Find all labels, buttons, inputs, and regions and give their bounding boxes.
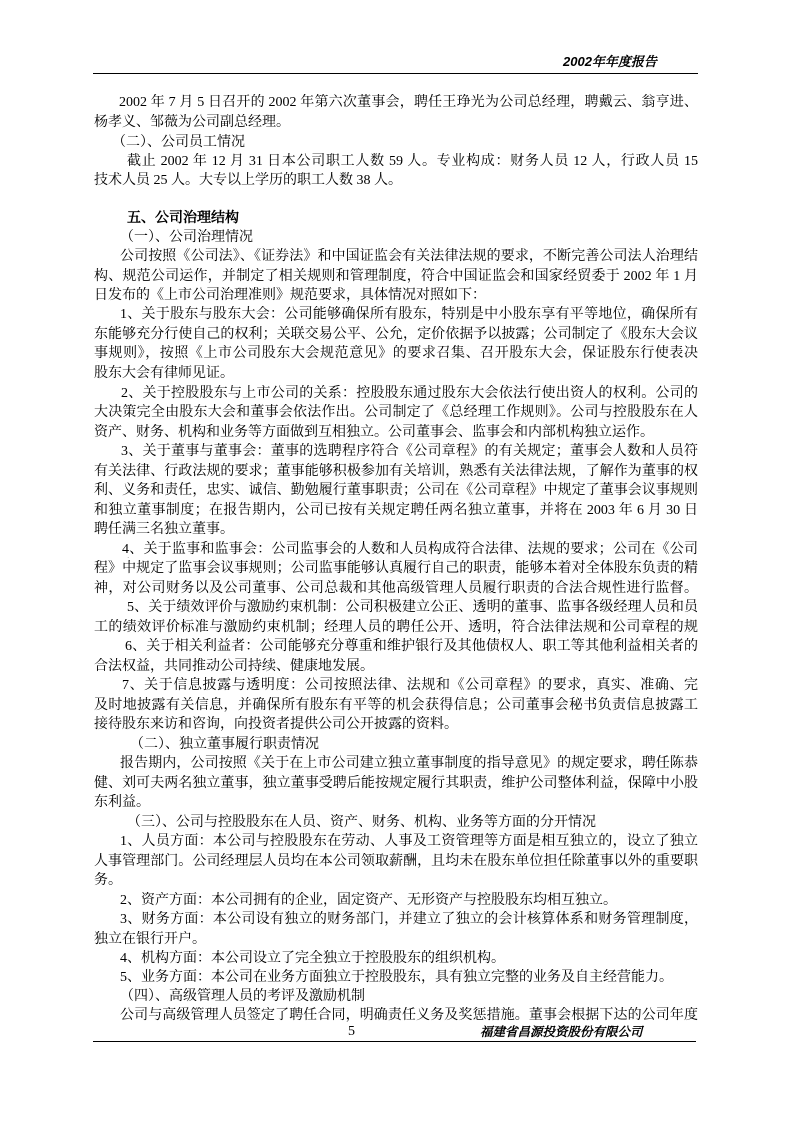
text-line: 3、财务方面：本公司设有独立的财务部门，并建立了独立的会计核算体系和财务管理制度，	[120, 912, 698, 927]
text-line: （二）、独立董事履行职责情况	[130, 737, 319, 752]
text-line: 东利益。	[94, 795, 150, 810]
text-line: （四）、高级管理人员的考评及激励机制	[120, 989, 365, 1004]
text-line: 程》中规定了监事会议事规则；公司监事能够认真履行自己的职责，能够本着对全体股东负责的精	[94, 561, 698, 576]
text-line: 1、人员方面：本公司与控股股东在劳动、人事及工资管理等方面是相互独立的，设立了独立	[120, 834, 698, 849]
text-line: 截止 2002 年 12 月 31 日本公司职工人数 59 人。专业构成：财务人员 12 人，行政人员 15	[127, 154, 698, 169]
text-line: （一）、公司治理情况	[120, 230, 253, 245]
text-line: 独立在银行开户。	[94, 932, 206, 947]
text-line: 东能够充分行使自己的权利；关联交易公平、公允，定价依据予以披露；公司制定了《股东大会议	[94, 327, 698, 342]
text-line: 神，对公司财务以及公司董事、公司总裁和其他高级管理人员履行职责的合法合规性进行监督。	[94, 581, 698, 596]
text-line: 股东大会有律师见证。	[94, 366, 234, 381]
text-line: 公司与高级管理人员签定了聘任合同，明确责任义务及奖惩措施。董事会根据下达的公司年度	[120, 1008, 698, 1023]
text-line: 聘任满三名独立董事。	[94, 522, 234, 537]
text-line: 构、规范公司运作，并制定了相关规则和管理制度，符合中国证监会和国家经贸委于 2002 年 1 月	[94, 269, 698, 284]
text-line: 技术人员 25 人。大专以上学历的职工人数 38 人。	[94, 173, 402, 188]
text-line: 杨孝义、邹薇为公司副总经理。	[94, 115, 290, 130]
text-line: 及时地披露有关信息，并确保所有股东有平等的机会获得信息；公司董事会秘书负责信息披露工	[94, 698, 698, 713]
text-line: 2、资产方面：本公司拥有的企业，固定资产、无形资产与控股股东均相互独立。	[120, 893, 617, 908]
text-line: 资产、财务、机构和业务等方面做到互相独立。公司董事会、监事会和内部机构独立运作。	[94, 425, 654, 440]
text-line: 7、关于信息披露与透明度：公司按照法律、法规和《公司章程》的要求，真实、准确、完	[122, 678, 698, 693]
text-line: 和独立董事制度；在报告期内，公司已按有关规定聘任两名独立董事，并将在 2003 年 6 月 30 日	[94, 503, 698, 518]
page-number: 5	[348, 1024, 355, 1039]
text-line: 接待股东来访和咨询，向投资者提供公司公开披露的资料。	[94, 717, 458, 732]
text-line: 大决策完全由股东大会和董事会依法作出。公司制定了《总经理工作规则》。公司与控股股东在人	[94, 405, 698, 420]
text-line: 人事管理部门。公司经理层人员均在本公司领取薪酬，且均未在股东单位担任除董事以外的重要职	[94, 854, 698, 869]
header-title: 2002年年度报告	[563, 54, 657, 69]
text-line: 2、关于控股股东与上市公司的关系：控股股东通过股东大会依法行使出资人的权利。公司的	[121, 386, 698, 401]
text-line: 4、关于监事和监事会：公司监事会的人数和人员构成符合法律、法规的要求；公司在《公司	[122, 542, 698, 557]
text-line: 1、关于股东与股东大会：公司能够确保所有股东，特别是中小股东享有平等地位，确保所有	[120, 307, 698, 322]
text-line: 公司按照《公司法》、《证券法》和中国证监会有关法律法规的要求，不断完善公司法人治理结	[120, 249, 698, 264]
text-line: 工的绩效评价标准与激励约束机制；经理人员的聘任公开、透明，符合法律法规和公司章程的规	[94, 620, 698, 635]
text-line: 报告期内，公司按照《关于在上市公司建立独立董事制度的指导意见》的规定要求，聘任陈恭	[120, 756, 698, 771]
text-line: 2002 年 7 月 5 日召开的 2002 年第六次董事会，聘任王琤光为公司总经理，聘戴云、翁亨进、	[119, 95, 698, 110]
text-line: （三）、公司与控股股东在人员、资产、财务、机构、业务等方面的分开情况	[127, 815, 596, 830]
text-line: （二）、公司员工情况	[112, 135, 245, 150]
text-line: 有关法律、行政法规的要求；董事能够积极参加有关培训，熟悉有关法律法规，了解作为董事的权	[94, 464, 698, 479]
text-line: 4、机构方面：本公司设立了完全独立于控股股东的组织机构。	[120, 951, 505, 966]
text-line: 日发布的《上市公司治理准则》规范要求，具体情况对照如下：	[94, 288, 486, 303]
footer-company-name: 福建省昌源投资股份有限公司	[480, 1025, 643, 1039]
footer-rule	[93, 1041, 696, 1042]
text-line: 5、关于绩效评价与激励约束机制：公司积极建立公正、透明的董事、监事各级经理人员和员	[127, 600, 698, 615]
text-line: 6、关于相关利益者：公司能够充分尊重和维护银行及其他债权人、职工等其他利益相关者的	[125, 639, 698, 654]
text-line: 事规则》，按照《上市公司股东大会规范意见》的要求召集、召开股东大会，保证股东行使表决	[94, 346, 698, 361]
header-rule	[93, 73, 698, 74]
text-line: 利、义务和责任，忠实、诚信、勤勉履行董事职责；公司在《公司章程》中规定了董事会议事规则	[94, 483, 698, 498]
text-line: 5、业务方面：本公司在业务方面独立于控股股东，具有独立完整的业务及自主经营能力。	[120, 970, 673, 985]
text-line: 合法权益，共同推动公司持续、健康地发展。	[94, 659, 374, 674]
section-heading: 五、公司治理结构	[127, 209, 239, 225]
text-line: 3、关于董事与董事会：董事的选聘程序符合《公司章程》的有关规定；董事会人数和人员符	[121, 444, 698, 459]
text-line: 务。	[94, 873, 122, 888]
text-line: 健、刘可夫两名独立董事，独立董事受聘后能按规定履行其职责，维护公司整体利益，保障中小股	[94, 776, 698, 791]
